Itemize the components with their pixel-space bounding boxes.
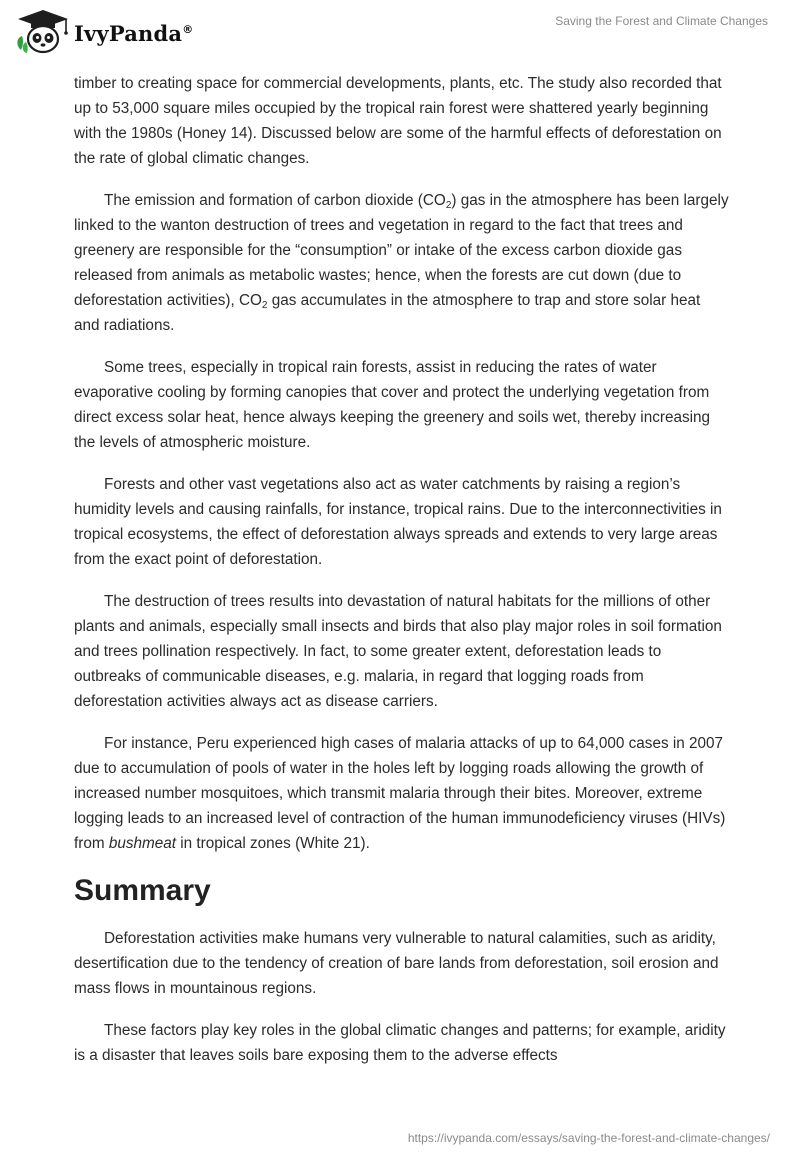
essay-body <box>74 71 730 1085</box>
ivypanda-logo[interactable] <box>14 8 193 54</box>
paragraph-8: These factors play key roles in the global climatic changes and patterns; for example, aridity is a disaster that leaves soils bare exposing them to the adverse effects <box>74 1022 726 1064</box>
paragraph-6: For instance, Peru experienced high cases of malaria attacks of up to 64,000 cases in 2007 due to accumulation of pools of water in the holes left by logging roads allowing the growth of increased number mosquitoes, which transmit malaria through their bites. Moreover, extreme logging leads to an increased level of contraction of the human immunodeficiency viruses (HIVs) from bushmeat in tropical zones (White 21). <box>74 735 726 852</box>
page-header <box>0 0 800 66</box>
paragraph-1: timber to creating space for commercial developments, plants, etc. The study also recorded that up to 53,000 square miles occupied by the tropical rain forest were shattered yearly beginning with the 1980s (Honey 14). Discussed below are some of the harmful effects of deforestation on the rate of global climatic changes. <box>74 75 722 167</box>
paragraph-3: Some trees, especially in tropical rain forests, assist in reducing the rates of water evaporative cooling by forming canopies that cover and protect the underlying vegetation from direct excess solar heat, hence always keeping the greenery and soils wet, thereby increasing the levels of atmospheric moisture. <box>74 359 711 451</box>
summary-heading: Summary <box>74 874 211 907</box>
paragraph-5: The destruction of trees results into devastation of natural habitats for the millions of other plants and animals, especially small insects and birds that also play major roles in soil formation and trees pollination respectively. In fact, to some greater extent, deforestation leads to outbreaks of communicable diseases, e.g. malaria, in regard that logging roads from deforestation activities always act as disease carriers. <box>74 593 722 710</box>
paragraph-2: The emission and formation of carbon dioxide $(CO_2)$ gas in the atmosphere has been largely linked to the wanton destruction of trees and vegetation in regard to the fact that trees and greenery are responsible for the “consumption” or intake of the excess carbon dioxide gas released from animals as metabolic wastes; hence, when the forests are cut down (due to deforestation activities), $CO_2$ gas accumulates in the atmosphere to trap and store solar heat and radiations. <box>74 192 729 334</box>
document-title: Saving the Forest and Climate Changes <box>555 14 768 28</box>
paragraph-4: Forests and other vast vegetations also act as water catchments by raising a region’s humidity levels and causing rainfalls, for instance, tropical rains. Due to the interconnectivities in tropical ecosystems, the effect of deforestation always spreads and extends to very large areas from the exact point of deforestation. <box>74 476 722 568</box>
panda-graduate-icon <box>14 8 72 54</box>
registered-mark: ® <box>182 22 194 36</box>
source-url[interactable]: https://ivypanda.com/essays/saving-the-forest-and-climate-changes/ <box>407 1131 770 1145</box>
paragraph-7: Deforestation activities make humans very vulnerable to natural calamities, such as aridity, desertification due to the tendency of creation of bare lands from deforestation, soil erosion and mass flows in mountainous regions. <box>74 930 719 997</box>
brand-name: IvyPanda® <box>74 20 194 46</box>
